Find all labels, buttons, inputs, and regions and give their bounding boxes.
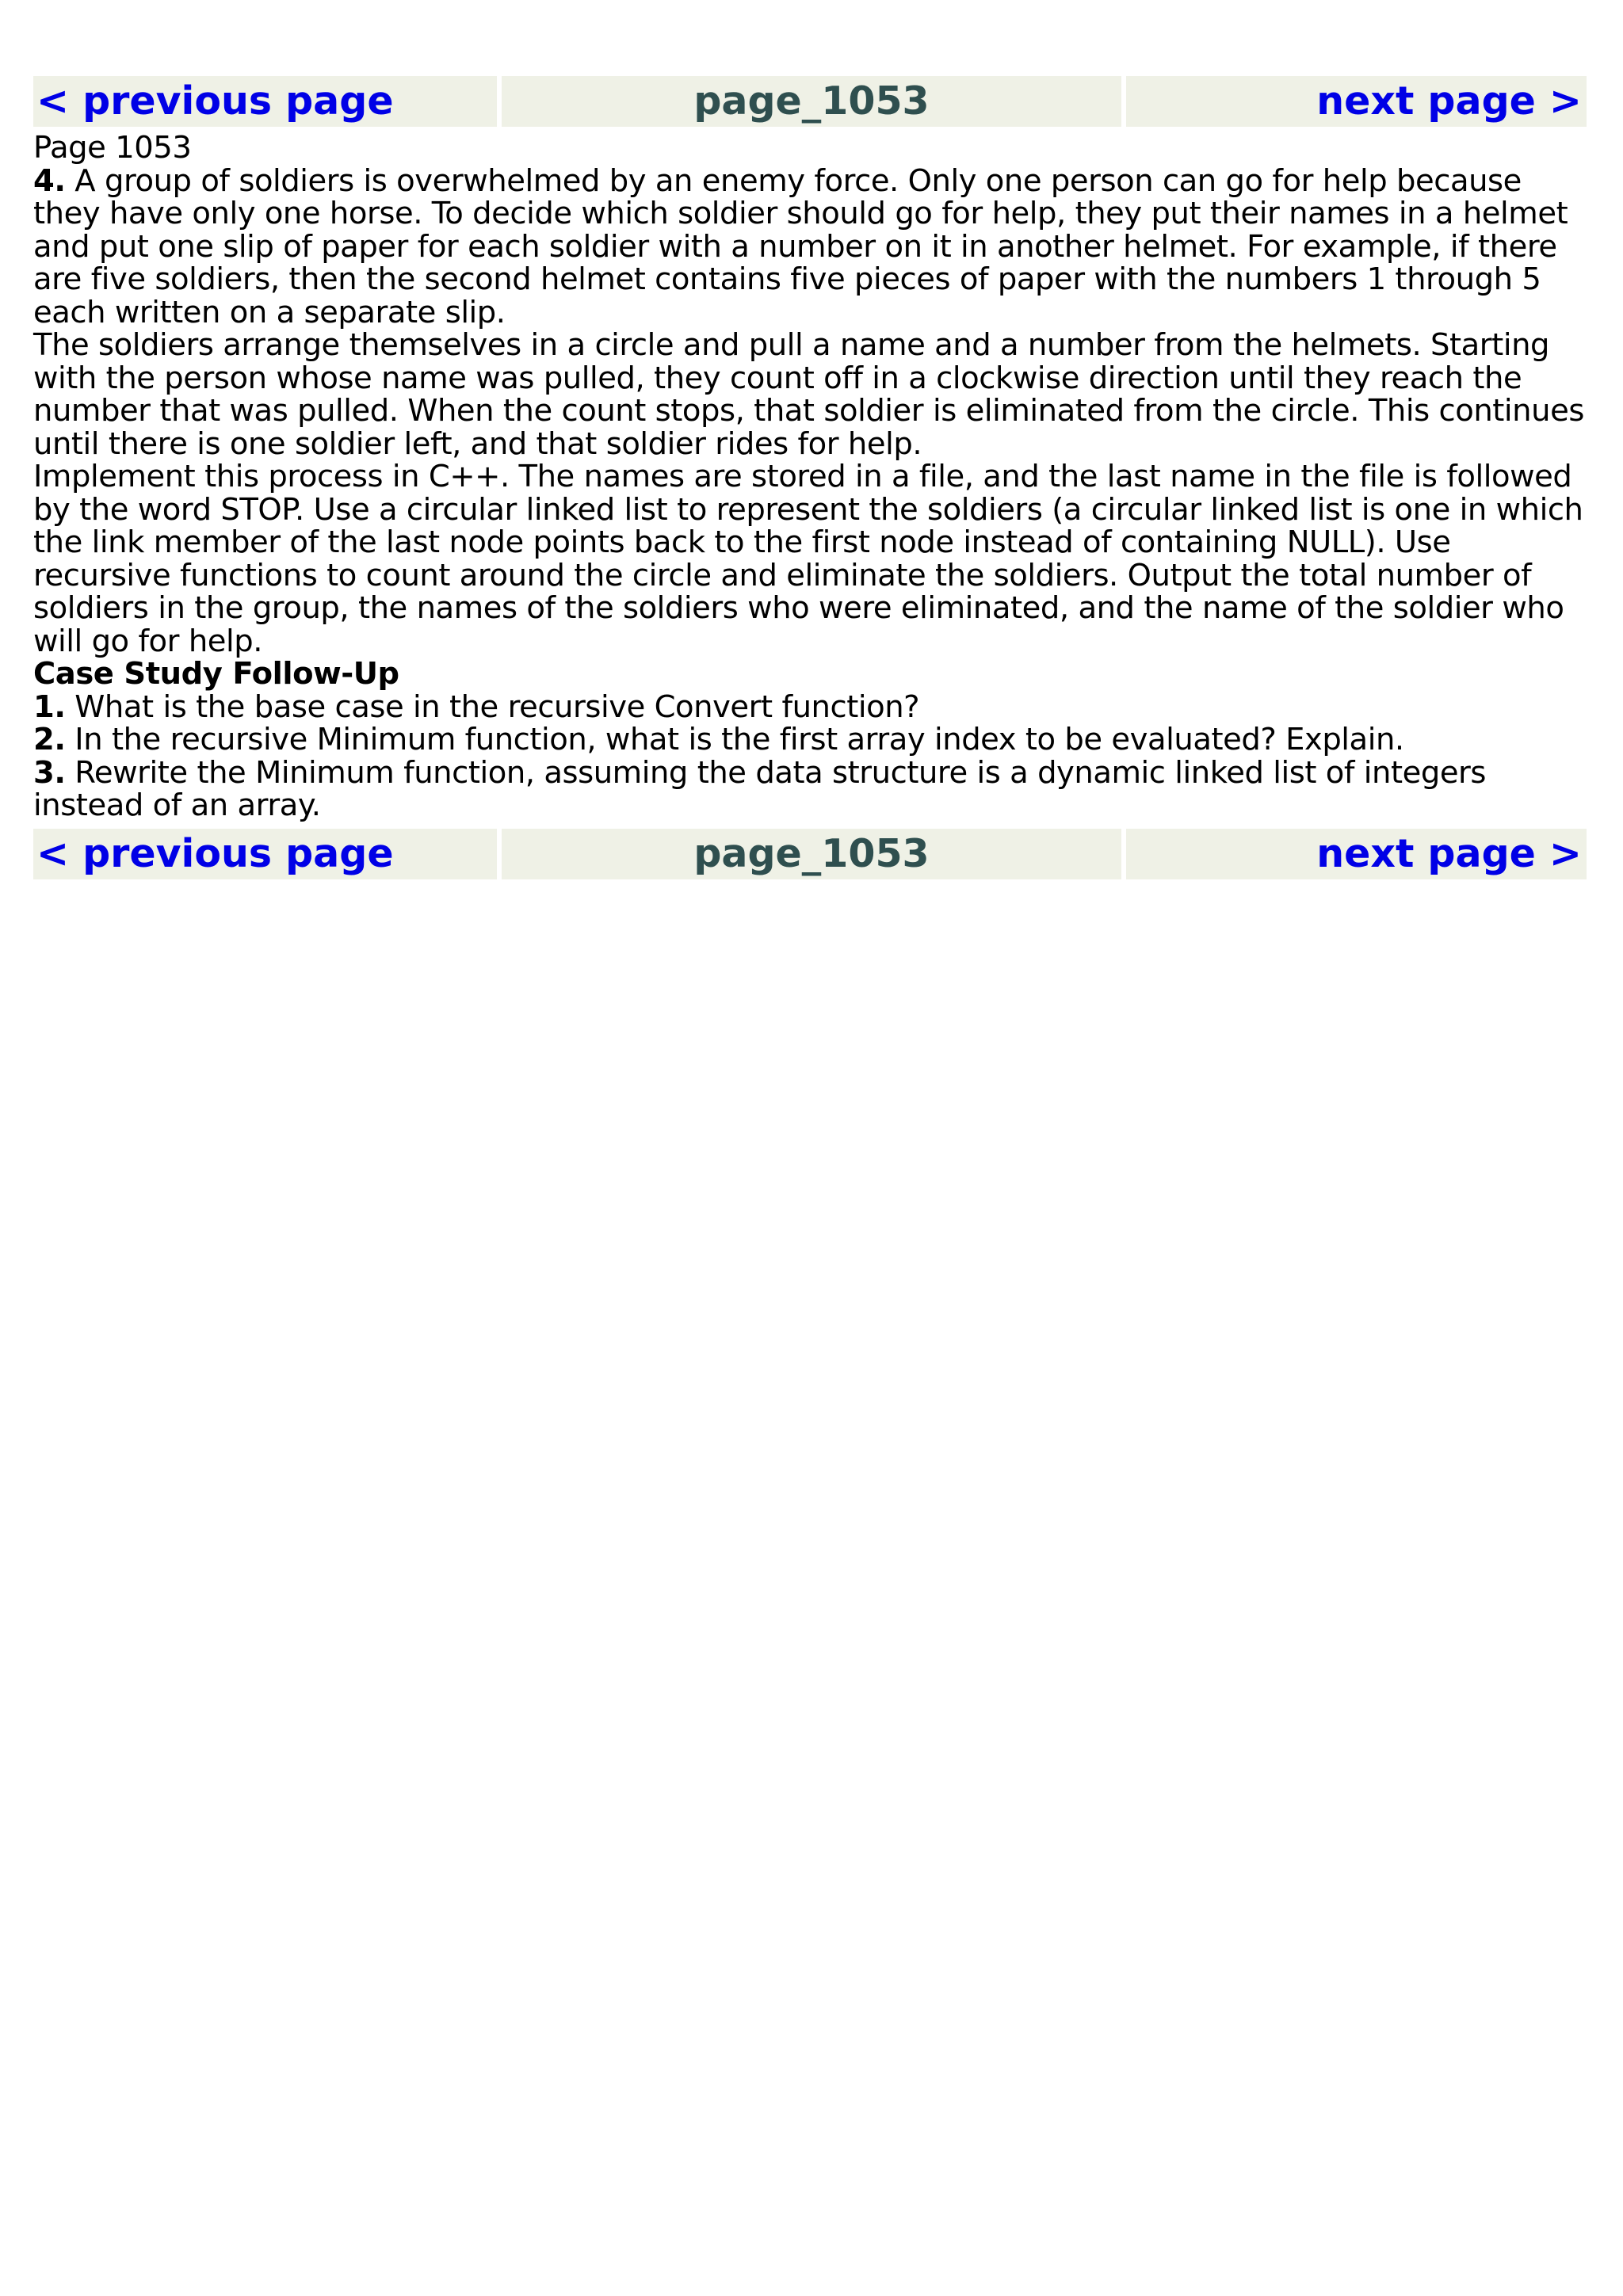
followup-heading-text: Case Study Follow-Up [33, 656, 399, 692]
exercise-paragraph-1 [33, 162, 1591, 330]
followup-item-2-number: 2. [33, 722, 66, 757]
next-page-link[interactable]: next page > [1316, 78, 1582, 124]
followup-item-3 [33, 754, 1591, 823]
previous-page-link[interactable]: < previous page [36, 78, 394, 124]
bottom-page-label: page_1053 [502, 829, 1121, 879]
bottom-nav-prev-cell [33, 829, 497, 879]
exercise-number: 4. [33, 162, 66, 199]
followup-item-3-text: Rewrite the Minimum function, assuming the data structure is a dynamic linked list of integers instead of an array. [33, 754, 1487, 823]
next-page-link-bottom[interactable]: next page > [1316, 830, 1582, 876]
top-nav-bar [33, 76, 1591, 127]
top-nav-next-cell [1126, 76, 1587, 127]
exercise-paragraph-3: Implement this process in C++. The names are stored in a file, and the last name in the file is followed by the word STOP. Use a circular linked list to represent the soldiers (a circular linked list is one in which the link member of the last node points back to the first node instead of containing NULL). Use recursive functions to count around the circle and eliminate the soldiers. Output the total number of soldiers in the group, the names of the soldiers who were eliminated, and the name of the soldier who will go for help. [33, 459, 1583, 659]
document-page [33, 76, 1591, 879]
page-heading: Page 1053 [33, 130, 192, 166]
bottom-nav-bar [33, 829, 1591, 879]
bottom-nav-next-cell [1126, 829, 1587, 879]
top-nav-prev-cell [33, 76, 497, 127]
exercise-text-1: A group of soldiers is overwhelmed by an enemy force. Only one person can go for help because they have only one horse. To decide which soldier should go for help, they put their names in a helmet and put one slip of paper for each soldier with a number on it in another helmet. For example, if there are five soldiers, then the second helmet contains five pieces of paper with the numbers 1 through 5 each written on a separate slip. [33, 162, 1568, 330]
previous-page-link-bottom[interactable]: < previous page [36, 830, 394, 876]
top-page-label: page_1053 [502, 76, 1121, 127]
followup-heading [33, 658, 1591, 691]
followup-item-3-number: 3. [33, 754, 66, 791]
followup-item-1 [33, 688, 1591, 725]
page-content [33, 127, 1591, 829]
followup-item-1-text: What is the base case in the recursive Convert function? [65, 688, 920, 725]
exercise-paragraph-2: The soldiers arrange themselves in a circle and pull a name and a number from the helmets. Starting with the person whose name was pulled, they count off in a clockwise direction until they reach the number that was pulled. When the count stops, that soldier is eliminated from the circle. This continues until there is one soldier left, and that soldier rides for help. [33, 327, 1584, 462]
followup-item-2-text: In the recursive Minimum function, what is the first array index to be evaluated? Explain. [65, 722, 1404, 757]
followup-item-1-number: 1. [33, 688, 66, 725]
followup-item-2 [33, 723, 1591, 757]
